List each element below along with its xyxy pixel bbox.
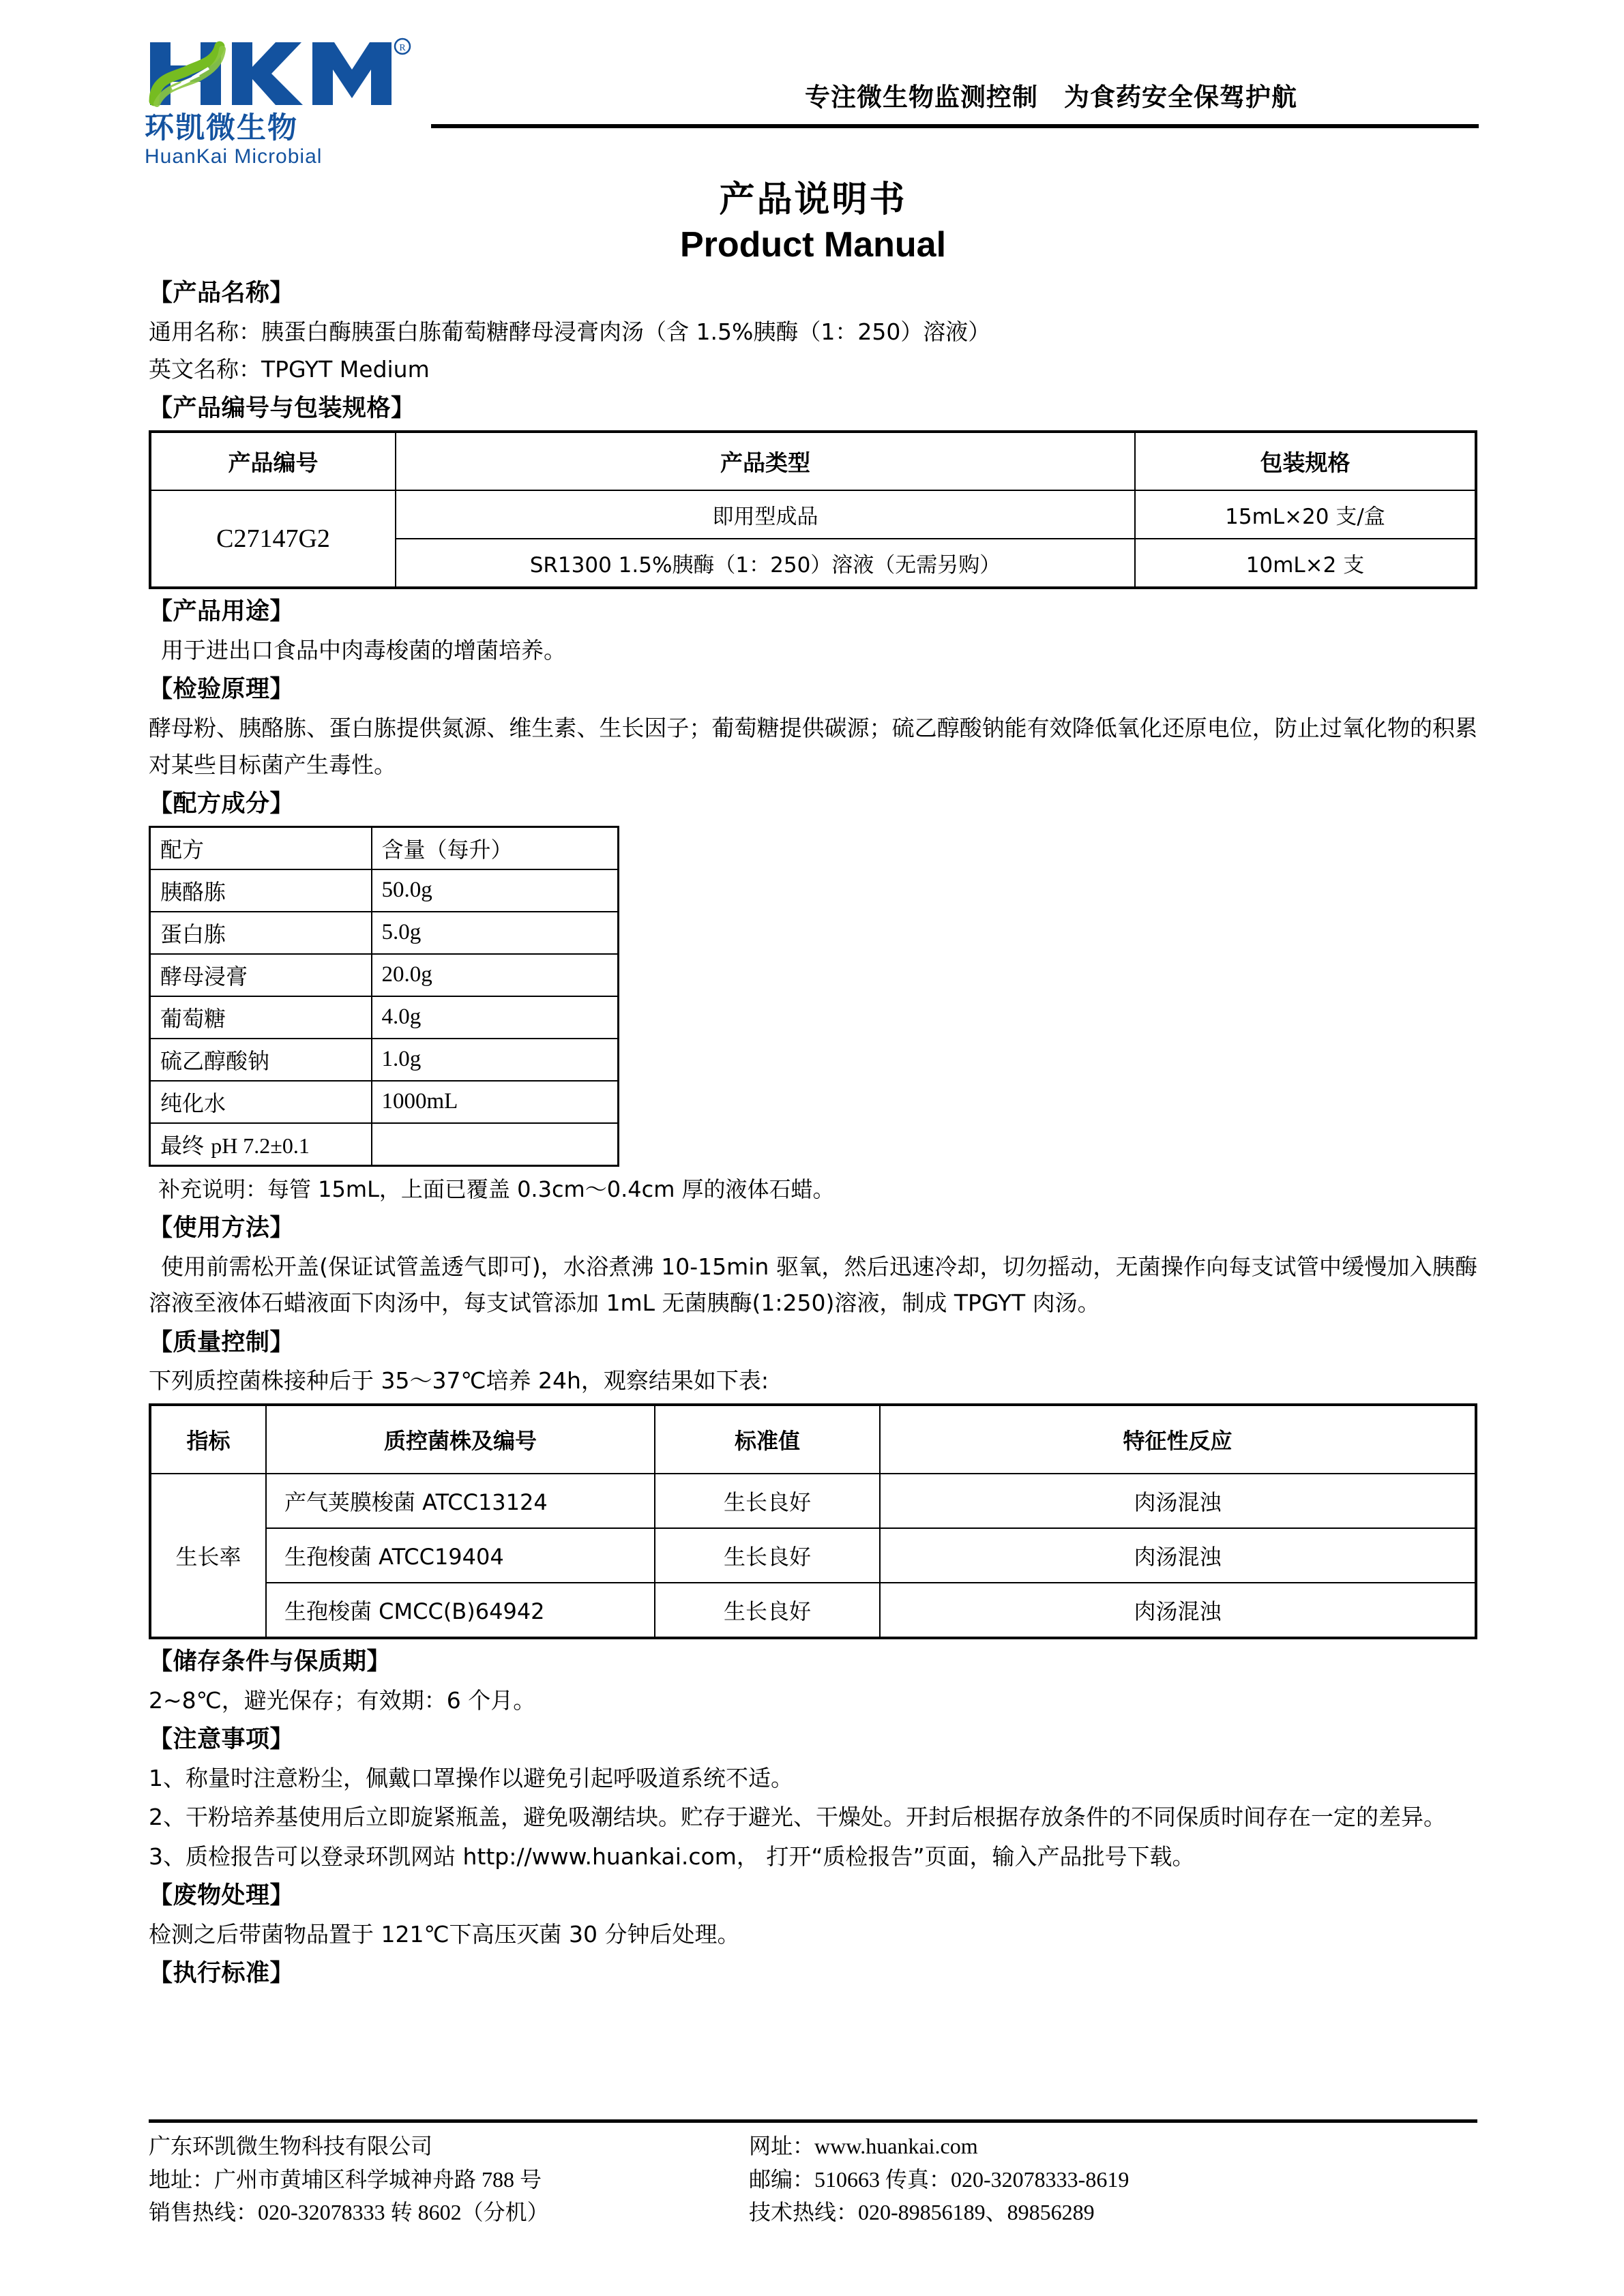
footer-sales-hotline: 销售热线：020-32078333 转 8602（分机）	[149, 2200, 549, 2225]
logo-english-name: HuanKai Microbial	[145, 145, 323, 168]
col-product-code: 产品编号	[150, 432, 396, 490]
cell-strain: 产气荚膜梭菌 ATCC13124	[266, 1474, 655, 1528]
ph-value: pH 7.2±0.1	[211, 1133, 310, 1158]
hkm-logomark-icon	[145, 35, 417, 112]
cell-indicator: 生长率	[150, 1474, 266, 1638]
table-row-ph	[150, 1123, 619, 1166]
section-heading-precautions: 【注意事项】	[149, 1726, 295, 1754]
table-header-row	[150, 1405, 1476, 1474]
cell-ph-empty	[372, 1123, 619, 1166]
cell-standard: 生长良好	[655, 1474, 880, 1528]
formula-table	[149, 826, 619, 1167]
cell-standard: 生长良好	[655, 1528, 880, 1583]
table-row	[150, 912, 619, 954]
section-heading-method: 【使用方法】	[149, 1214, 295, 1242]
quality-control-intro: 下列质控菌株接种后于 35～37℃培养 24h，观察结果如下表:	[149, 1367, 769, 1395]
cell-ingredient-name: 硫乙醇酸钠	[150, 1039, 372, 1081]
footer-address: 地址：广州市黄埔区科学城神舟路 788 号	[149, 2166, 542, 2192]
table-row	[150, 490, 1476, 539]
cell-reaction: 肉汤混浊	[880, 1474, 1476, 1528]
table-row	[150, 1474, 1476, 1528]
col-indicator: 指标	[150, 1405, 266, 1474]
product-spec-table	[149, 430, 1477, 589]
col-strain: 质控菌株及编号	[266, 1405, 655, 1474]
cell-ingredient-amount: 1000mL	[372, 1081, 619, 1123]
ph-label: 最终	[160, 1132, 205, 1159]
cell-product-code: C27147G2	[150, 490, 396, 588]
cell-ingredient-name: 胰酪胨	[150, 869, 372, 912]
cell-ingredient-amount: 1.0g	[372, 1039, 619, 1081]
cell-ingredient-name: 蛋白胨	[150, 912, 372, 954]
method-text: 使用前需松开盖(保证试管盖透气即可)，水浴煮沸 10-15min 驱氧，然后迅速冷却，切勿摇动，无菌操作向每支试管中缓慢加入胰酶溶液至液体石蜡液面下肉汤中，每支试管添加 1mL 无菌胰酶(1:250)溶液，制成 TPGYT 肉汤。	[149, 1253, 1477, 1317]
table-row	[150, 869, 619, 912]
header-divider	[431, 124, 1479, 128]
cell-ingredient-amount: 20.0g	[372, 954, 619, 996]
cell-reaction: 肉汤混浊	[880, 1583, 1476, 1638]
section-heading-product-name: 【产品名称】	[149, 279, 295, 307]
footer-left-column	[149, 2130, 749, 2229]
generic-name-value: 胰蛋白酶胰蛋白胨葡萄糖酵母浸膏肉汤（含 1.5%胰酶（1：250）溶液）	[261, 318, 991, 345]
section-heading-storage: 【储存条件与保质期】	[149, 1648, 392, 1675]
generic-name-label: 通用名称：	[149, 318, 261, 345]
english-name-label: 英文名称：	[149, 355, 261, 383]
footer-tech-hotline: 技术热线：020-89856189、89856289	[749, 2200, 1095, 2225]
cell-product-type: SR1300 1.5%胰酶（1：250）溶液（无需另购）	[396, 539, 1135, 588]
col-formula-name: 配方	[150, 826, 372, 869]
cell-ingredient-amount: 4.0g	[372, 996, 619, 1039]
table-row	[150, 1039, 619, 1081]
document-body	[149, 179, 1477, 1994]
section-heading-principle: 【检验原理】	[149, 676, 295, 704]
precaution-item: 3、质检报告可以登录环凯网站 http://www.huankai.com， 打开“质检报告”页面，输入产品批号下载。	[149, 1843, 1195, 1870]
page-title-chinese: 产品说明书	[719, 179, 907, 220]
storage-text: 2~8℃，避光保存；有效期：6 个月。	[149, 1686, 536, 1714]
generic-name-row	[149, 314, 1477, 350]
footer-company-name: 广东环凯微生物科技有限公司	[149, 2134, 433, 2158]
table-header-row	[150, 826, 619, 869]
footer-divider	[149, 2119, 1477, 2123]
usage-text: 用于进出口食品中肉毒梭菌的增菌培养。	[161, 636, 566, 664]
cell-package-spec: 15mL×20 支/盒	[1135, 490, 1476, 539]
cell-package-spec: 10mL×2 支	[1135, 539, 1476, 588]
cell-ingredient-amount: 5.0g	[372, 912, 619, 954]
col-standard-value: 标准值	[655, 1405, 880, 1474]
waste-text: 检测之后带菌物品置于 121℃下高压灭菌 30 分钟后处理。	[149, 1920, 740, 1948]
page-footer	[149, 2119, 1477, 2229]
cell-strain: 生孢梭菌 CMCC(B)64942	[266, 1583, 655, 1638]
cell-ingredient-name: 纯化水	[150, 1081, 372, 1123]
col-package-spec: 包装规格	[1135, 432, 1476, 490]
page-title-english: Product Manual	[679, 225, 947, 265]
col-characteristic-reaction: 特征性反应	[880, 1405, 1476, 1474]
footer-right-column	[749, 2130, 1477, 2229]
cell-strain: 生孢梭菌 ATCC19404	[266, 1528, 655, 1583]
section-heading-usage: 【产品用途】	[149, 598, 295, 626]
quality-control-table	[149, 1403, 1477, 1639]
cell-standard: 生长良好	[655, 1583, 880, 1638]
cell-ingredient-amount: 50.0g	[372, 869, 619, 912]
section-heading-quality-control: 【质量控制】	[149, 1328, 295, 1356]
cell-ingredient-name: 酵母浸膏	[150, 954, 372, 996]
svg-text:R: R	[399, 43, 406, 53]
footer-postcode-fax: 邮编：510663 传真：020-32078333-8619	[749, 2166, 1130, 2192]
header-slogan: 专注微生物监测控制 为食药安全保驾护航	[805, 83, 1297, 112]
precaution-item: 1、称量时注意粉尘，佩戴口罩操作以避免引起呼吸道系统不适。	[149, 1764, 793, 1791]
footer-website: 网址：www.huankai.com	[749, 2134, 978, 2158]
table-row	[150, 996, 619, 1039]
cell-reaction: 肉汤混浊	[880, 1528, 1476, 1583]
table-row	[150, 1528, 1476, 1583]
table-row	[150, 1583, 1476, 1638]
cell-product-type: 即用型成品	[396, 490, 1135, 539]
page-header	[0, 0, 1624, 168]
precaution-item: 2、干粉培养基使用后立即旋紧瓶盖，避免吸潮结块。贮存于避光、干燥处。开封后根据存放条件的不同保质时间存在一定的差异。	[149, 1804, 1446, 1831]
cell-ingredient-name: 葡萄糖	[150, 996, 372, 1039]
col-product-type: 产品类型	[396, 432, 1135, 490]
section-heading-standard: 【执行标准】	[149, 1960, 295, 1988]
table-row	[150, 1081, 619, 1123]
table-row	[150, 954, 619, 996]
logo-chinese-name: 环凯微生物	[145, 111, 298, 145]
table-header-row	[150, 432, 1476, 490]
english-name-value: TPGYT Medium	[261, 355, 430, 383]
section-heading-formula: 【配方成分】	[149, 790, 295, 818]
english-name-row	[149, 351, 1477, 387]
company-logo	[145, 35, 431, 168]
section-heading-product-spec: 【产品编号与包装规格】	[149, 395, 415, 423]
principle-text: 酵母粉、胰酪胨、蛋白胨提供氮源、维生素、生长因子；葡萄糖提供碳源；硫乙醇酸钠能有效降低氧化还原电位，防止过氧化物的积累对某些目标菌产生毒性。	[149, 715, 1477, 778]
cell-ph	[150, 1123, 372, 1166]
section-heading-waste: 【废物处理】	[149, 1882, 295, 1910]
formula-note: 补充说明：每管 15mL，上面已覆盖 0.3cm～0.4cm 厚的液体石蜡。	[158, 1176, 835, 1202]
col-formula-amount: 含量（每升）	[372, 826, 619, 869]
